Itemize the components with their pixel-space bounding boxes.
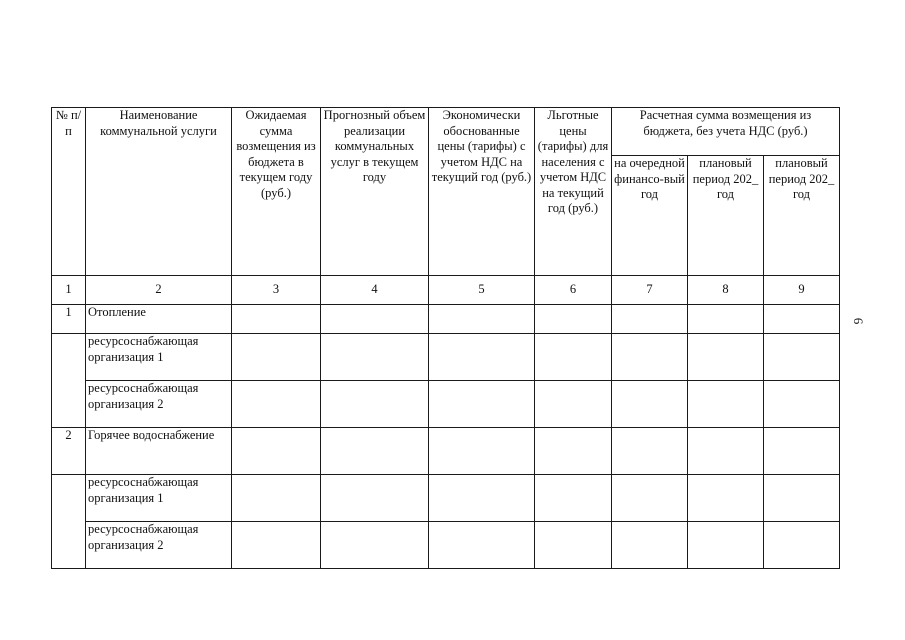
empty-cell [232,522,321,569]
header-forecast-volume: Прогнозный объем реализации коммунальных услуг в текущем году [321,108,429,276]
row-number: 1 [52,305,86,334]
header-service-name: Наименование коммунальной услуги [86,108,232,276]
header-preferential-prices: Льготные цены (тарифы) для населения с учетом НДС на текущий год (руб.) [535,108,612,276]
column-number: 7 [612,276,688,305]
empty-cell [612,475,688,522]
empty-cell [232,428,321,475]
column-number: 9 [764,276,840,305]
empty-cell [764,334,840,381]
column-number: 4 [321,276,429,305]
empty-cell [535,334,612,381]
empty-cell [535,305,612,334]
empty-cell [321,475,429,522]
empty-cell [429,305,535,334]
empty-cell [688,381,764,428]
header-estimated-compensation-group: Расчетная сумма возмещения из бюджета, без учета НДС (руб.) [612,108,840,156]
empty-cell [688,522,764,569]
empty-cell [232,381,321,428]
table-row-hot-water-org-1 [52,475,840,522]
table-row-heating [52,305,840,334]
empty-cell [764,428,840,475]
empty-cell [232,475,321,522]
row-number: 2 [52,428,86,475]
empty-cell [321,305,429,334]
header-economic-prices: Экономически обоснованные цены (тарифы) с учетом НДС на текущий год (руб.) [429,108,535,276]
table-row-hot-water-org-2 [52,522,840,569]
column-number: 8 [688,276,764,305]
empty-cell [612,305,688,334]
empty-cell [764,475,840,522]
empty-cell [688,475,764,522]
empty-cell [612,381,688,428]
empty-cell [429,428,535,475]
empty-cell [764,381,840,428]
service-name: ресурсоснабжающая организация 1 [86,334,232,381]
table-row-heating-org-2 [52,381,840,428]
empty-cell [429,522,535,569]
column-number: 3 [232,276,321,305]
service-name: Горячее водоснабжение [86,428,232,475]
empty-cell [535,522,612,569]
service-name: ресурсоснабжающая организация 2 [86,381,232,428]
empty-cell [535,475,612,522]
column-number: 5 [429,276,535,305]
empty-cell [429,475,535,522]
header-number: № п/п [52,108,86,276]
empty-cell [321,428,429,475]
column-number-row [52,276,840,305]
service-name: ресурсоснабжающая организация 2 [86,522,232,569]
row-number [52,475,86,569]
table-row-hot-water [52,428,840,475]
empty-cell [429,334,535,381]
empty-cell [688,305,764,334]
column-number: 6 [535,276,612,305]
compensation-table [51,107,840,569]
row-number [52,334,86,428]
empty-cell [232,334,321,381]
empty-cell [429,381,535,428]
service-name: Отопление [86,305,232,334]
service-name: ресурсоснабжающая организация 1 [86,475,232,522]
empty-cell [321,334,429,381]
header-next-financial-year: на очередной финансо-вый год [612,156,688,276]
empty-cell [612,522,688,569]
empty-cell [232,305,321,334]
empty-cell [688,334,764,381]
empty-cell [688,428,764,475]
header-planning-period-1: плановый период 202_ год [688,156,764,276]
empty-cell [321,522,429,569]
column-number: 2 [86,276,232,305]
header-expected-compensation: Ожидаемая сумма возмещения из бюджета в текущем году (руб.) [232,108,321,276]
empty-cell [321,381,429,428]
empty-cell [612,428,688,475]
table-row-heating-org-1 [52,334,840,381]
empty-cell [535,381,612,428]
column-number: 1 [52,276,86,305]
empty-cell [535,428,612,475]
header-row-1 [52,108,840,156]
empty-cell [764,305,840,334]
empty-cell [764,522,840,569]
empty-cell [612,334,688,381]
header-planning-period-2: плановый период 202_ год [764,156,840,276]
page-number: 6 [851,317,866,325]
